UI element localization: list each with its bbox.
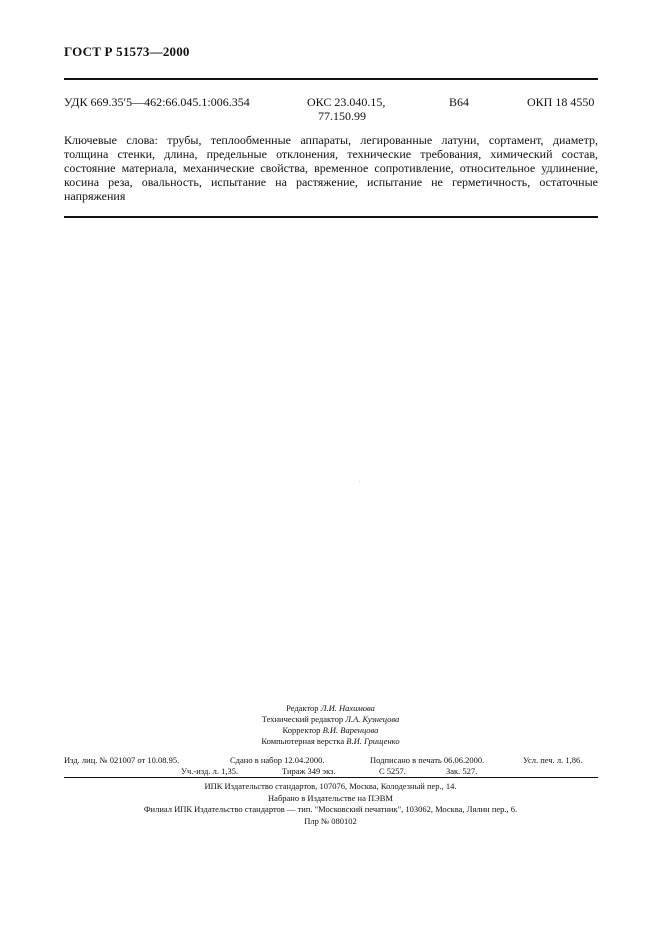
- oks-code: [307, 95, 385, 123]
- plr-number: Плр № 080102: [304, 815, 357, 826]
- tech-editor-label: Технический редактор: [261, 714, 344, 724]
- license-number: Изд. лиц. № 021007 от 10.08.95.: [64, 755, 180, 765]
- corrector-row: [0, 725, 661, 736]
- keywords-line: состояние материала, механические свойства, временное сопротивление, относительное удлинение,: [64, 161, 598, 175]
- editor-name: Л.И. Нахимова: [320, 703, 375, 713]
- keywords-line: толщина стенки, длина, предельные отклонения, технические требования, химический состав,: [64, 147, 598, 161]
- editor-label: Редактор: [286, 703, 319, 713]
- publisher-footer: [0, 781, 661, 827]
- top-divider: [64, 78, 598, 80]
- editor-row: [0, 703, 661, 714]
- oks-code-line1: ОКС 23.040.15,: [307, 95, 386, 109]
- keywords-line: Ключевые слова: трубы, теплообменные аппараты, легированные латуни, сортамент, диаметр,: [64, 133, 598, 147]
- okp-code: ОКП 18 4550: [527, 95, 595, 109]
- oks-code-line2: 77.150.99: [318, 109, 366, 123]
- order-z: Зак. 527.: [446, 766, 478, 776]
- print-sheets: Усл. печ. л. 1,86.: [523, 755, 583, 765]
- layout-name: В.И. Грищенко: [346, 736, 400, 746]
- scan-speck: [359, 481, 360, 482]
- keywords-line: напряжения: [64, 189, 126, 203]
- order-c: С 5257.: [379, 766, 406, 776]
- publication-details: [64, 755, 598, 777]
- submitted-date: Сдано в набор 12.04.2000.: [230, 755, 325, 765]
- publisher-address: ИПК Издательство стандартов, 107076, Москва, Колодезный пер., 14.: [204, 781, 457, 791]
- publication-row-1: [64, 755, 598, 766]
- footer-divider: [64, 777, 598, 778]
- layout-label: Компьютерная верстка: [261, 736, 345, 746]
- publishing-sheets: Уч.-изд. л. 1,35.: [181, 766, 239, 776]
- keywords-paragraph: [64, 133, 598, 203]
- corrector-name: В.И. Варенцова: [322, 725, 379, 735]
- typeset-note: Набрано в Издательстве на ПЭВМ: [268, 792, 393, 803]
- tech-editor-name: Л.А. Кузнецова: [345, 714, 400, 724]
- keywords-line: косина реза, овальность, испытание на растяжение, испытание не герметичность, остаточные: [64, 175, 598, 189]
- publication-row-2: [64, 766, 598, 777]
- circulation: Тираж 349 экз.: [282, 766, 336, 776]
- credits-block: [0, 703, 661, 747]
- keywords-divider: [64, 216, 598, 218]
- branch-address: Филиал ИПК Издательство стандартов — тип. "Московский печатник", 103062, Москва, Лялин пер., 6.: [143, 804, 518, 814]
- group-code: В64: [449, 95, 470, 109]
- tech-editor-row: [0, 714, 661, 725]
- udk-code: УДК 669.35′5—462:66.045.1:006.354: [64, 95, 250, 109]
- corrector-label: Корректор: [282, 725, 321, 735]
- layout-row: [0, 736, 661, 747]
- page-title: ГОСТ Р 51573—2000: [64, 44, 190, 59]
- signed-date: Подписано в печать 06.06.2000.: [370, 755, 485, 765]
